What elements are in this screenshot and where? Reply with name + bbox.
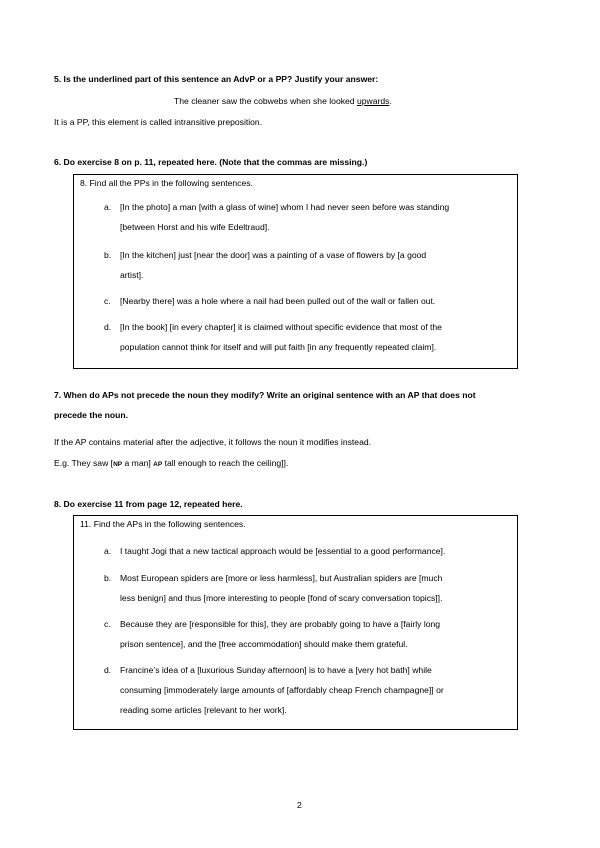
q8-item-c-line1: Because they are [responsible for this], they are probably going to have a [fairly long: [120, 619, 441, 629]
q7-heading-line1: 7. When do APs not precede the noun they modify? Write an original sentence with an AP that does not: [54, 390, 476, 400]
q6-item-letter-c: c.: [104, 296, 111, 306]
q8-item-letter-c: c.: [104, 619, 111, 629]
q6-item-b-line1: [In the kitchen] just [near the door] was a painting of a vase of flowers by [a good: [120, 250, 427, 260]
q6-item-a-line2: [between Horst and his wife Edeltraud].: [120, 222, 270, 232]
q8-item-c-line2: prison sentence], and the [free accommodation] should make them grateful.: [120, 639, 408, 649]
q5-sentence-text: The cleaner saw the cobwebs when she looked: [174, 96, 357, 106]
q6-item-letter-b: b.: [104, 250, 112, 260]
q6-item-a-line1: [In the photo] a man [with a glass of wine] whom I had never seen before was standing: [120, 202, 450, 212]
q7-example-end: tall enough to reach the ceiling]].: [162, 458, 289, 468]
q5-sentence-end: .: [389, 96, 392, 106]
q8-heading: 8. Do exercise 11 from page 12, repeated here.: [54, 499, 243, 509]
ap-label: AP: [153, 461, 163, 468]
q8-item-a-line1: I taught Jogi that a new tactical approach would be [essential to a good performance].: [120, 546, 446, 556]
q6-exercise-box: [73, 174, 518, 369]
q6-item-d-line1: [In the book] [in every chapter] it is claimed without specific evidence that most of the: [120, 322, 442, 332]
q6-item-b-line2: artist].: [120, 270, 144, 280]
q6-box-title: 8. Find all the PPs in the following sentences.: [80, 178, 253, 188]
page-number: 2: [297, 800, 302, 810]
q6-item-d-line2: population cannot think for itself and will put faith [in any frequently repeated claim].: [120, 342, 437, 352]
q6-item-letter-d: d.: [104, 322, 112, 332]
q5-heading: 5. Is the underlined part of this sentence an AdvP or a PP? Justify your answer:: [54, 74, 379, 84]
q7-example-mid: a man]: [122, 458, 154, 468]
q5-underlined-word: upwards: [356, 96, 390, 106]
q8-box-title: 11. Find the APs in the following sentences.: [80, 519, 246, 529]
q7-answer: If the AP contains material after the adjective, it follows the noun it modifies instead.: [54, 437, 372, 447]
q6-item-letter-a: a.: [104, 202, 112, 212]
q8-item-b-line2: less benign] and thus [more interesting to people [fond of scary conversation topics]].: [120, 593, 443, 603]
q8-item-d-line3: reading some articles [relevant to her work].: [120, 705, 287, 715]
q7-example: [54, 458, 288, 468]
q8-item-letter-d: d.: [104, 665, 112, 675]
q8-item-letter-b: b.: [104, 573, 112, 583]
q8-item-b-line1: Most European spiders are [more or less harmless], but Australian spiders are [much: [120, 573, 443, 583]
q6-heading: 6. Do exercise 8 on p. 11, repeated here. (Note that the commas are missing.): [54, 157, 368, 167]
q8-item-d-line1: Francine’s idea of a [luxurious Sunday afternoon] is to have a [very hot bath] while: [120, 665, 432, 675]
q8-item-d-line2: consuming [immoderately large amounts of [affordably cheap French champagne]] or: [120, 685, 444, 695]
q6-item-c-line1: [Nearby there] was a hole where a nail had been pulled out of the wall or fallen out.: [120, 296, 436, 306]
np-label: NP: [113, 461, 123, 468]
q7-heading-line2: precede the noun.: [54, 410, 129, 420]
q8-exercise-box: [73, 515, 518, 730]
q5-answer: It is a PP, this element is called intransitive preposition.: [54, 117, 263, 127]
q7-example-start: E.g. They saw [: [54, 458, 114, 468]
q5-sentence: [174, 96, 392, 106]
q8-item-letter-a: a.: [104, 546, 112, 556]
